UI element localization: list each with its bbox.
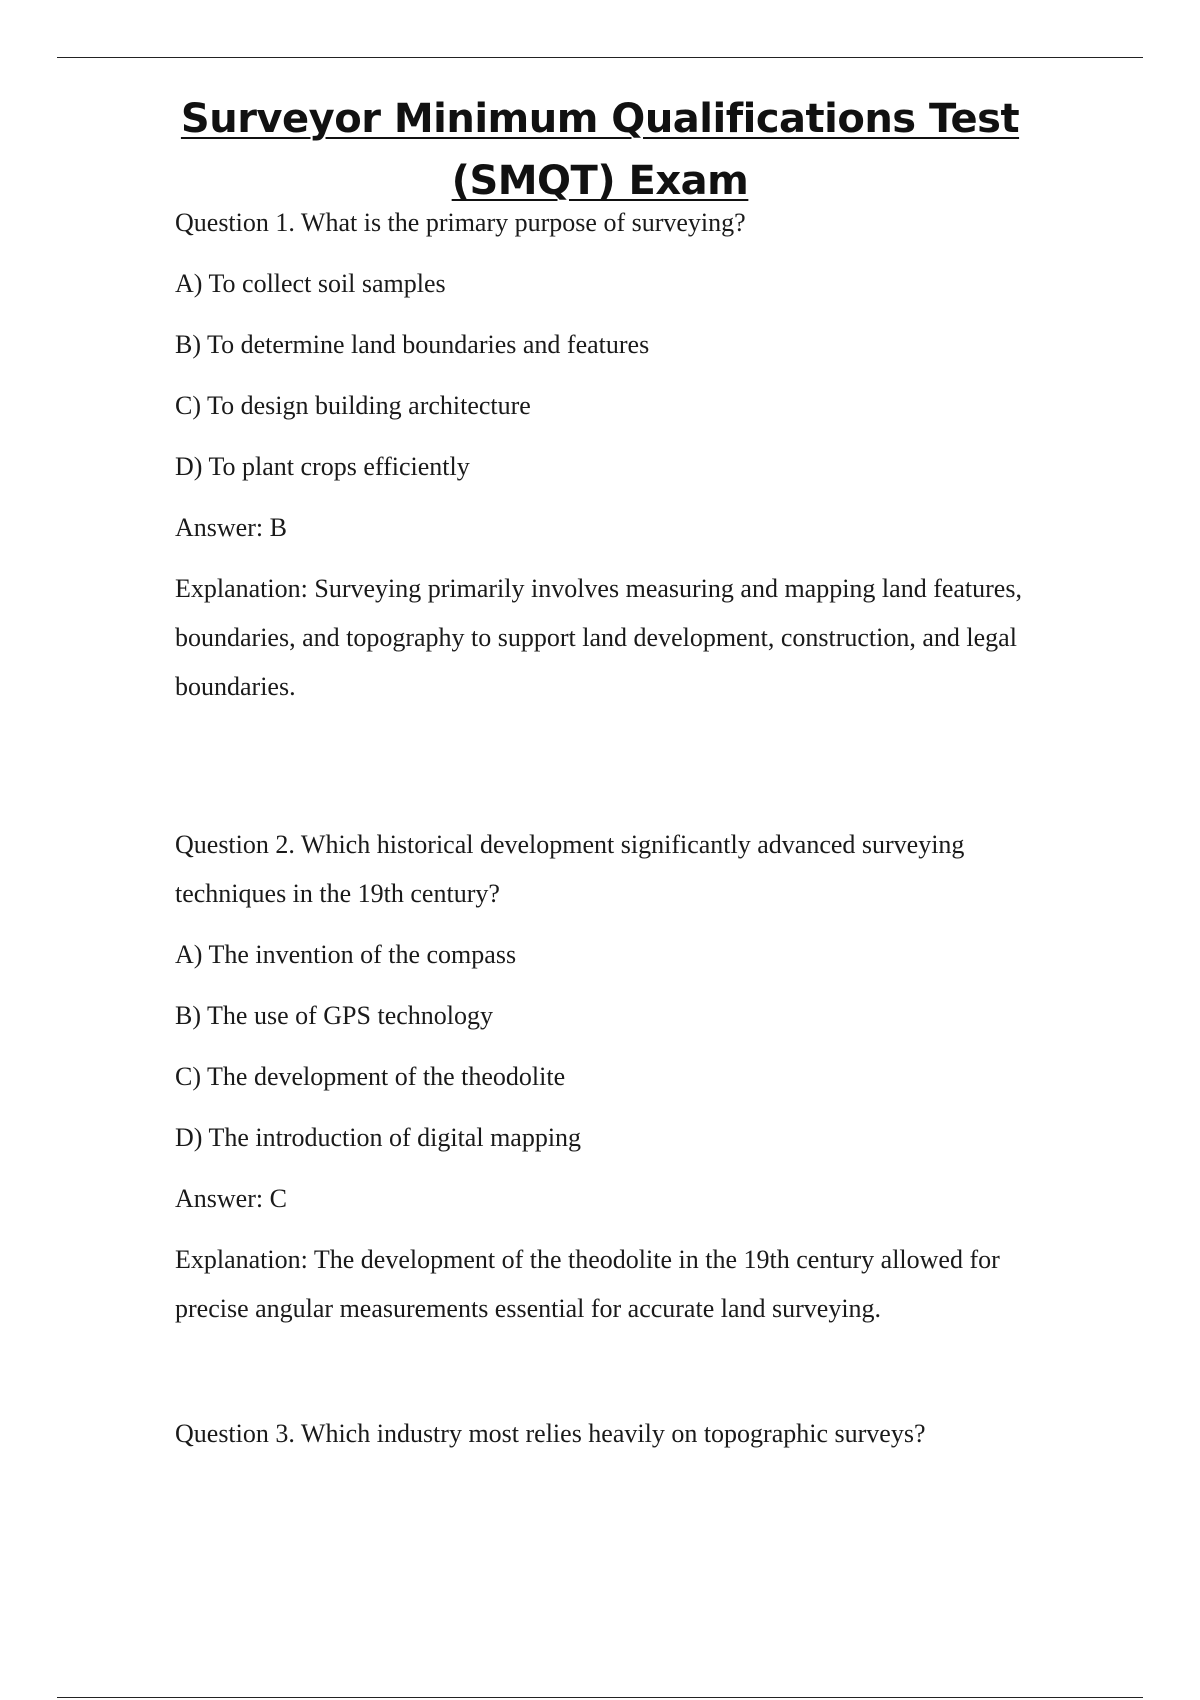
question-list <box>175 206 1075 1478</box>
question-text: Question 2. Which historical development significantly advanced surveying techniques in the 19th century? <box>175 830 965 908</box>
bottom-rule <box>57 1697 1143 1698</box>
question-1 <box>175 206 1075 719</box>
option-b: B) The use of GPS technology <box>175 1001 493 1030</box>
question-2 <box>175 820 1075 1341</box>
option-a: A) To collect soil samples <box>175 269 446 298</box>
option-d: D) To plant crops efficiently <box>175 452 470 481</box>
question-text: Question 1. What is the primary purpose of surveying? <box>175 208 746 237</box>
document-title <box>57 88 1143 212</box>
option-c: C) The development of the theodolite <box>175 1062 566 1091</box>
question-text: Question 3. Which industry most relies heavily on topographic surveys? <box>175 1419 926 1448</box>
question-3 <box>175 1417 1075 1450</box>
option-b: B) To determine land boundaries and features <box>175 330 650 359</box>
title-line-1: Surveyor Minimum Qualifications Test <box>180 96 1020 142</box>
top-rule <box>57 57 1143 58</box>
spacer <box>175 747 1075 820</box>
title-line-2: (SMQT) Exam <box>451 158 749 204</box>
option-c: C) To design building architecture <box>175 391 531 420</box>
answer: Answer: B <box>175 513 287 542</box>
spacer <box>175 1369 1075 1417</box>
option-a: A) The invention of the compass <box>175 940 517 969</box>
option-d: D) The introduction of digital mapping <box>175 1123 582 1152</box>
explanation: Explanation: Surveying primarily involves measuring and mapping land features, boundaries, and topography to support land development, construction, and legal boundaries. <box>175 574 1022 701</box>
explanation: Explanation: The development of the theodolite in the 19th century allowed for precise angular measurements essential for accurate land surveying. <box>175 1245 1000 1323</box>
answer: Answer: C <box>175 1184 287 1213</box>
